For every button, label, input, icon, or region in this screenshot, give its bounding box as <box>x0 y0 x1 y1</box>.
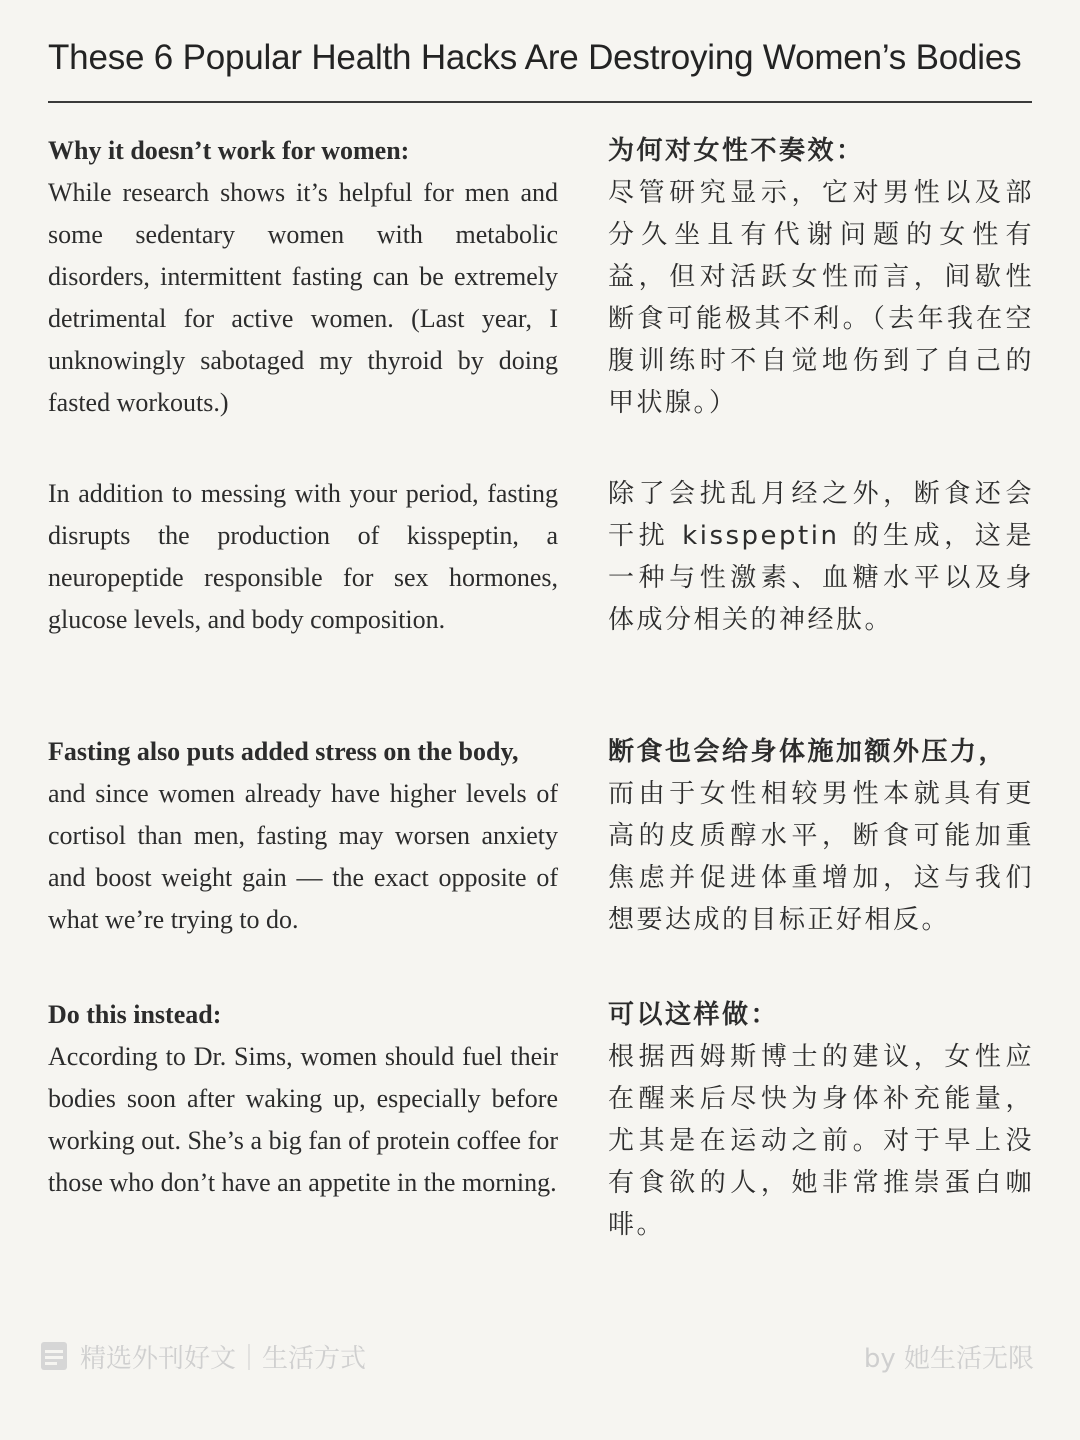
footer-author-label: by 她生活无限 <box>863 1343 1034 1374</box>
section-4-en-heading: Do this instead: <box>48 1000 222 1029</box>
document-icon <box>40 1341 68 1371</box>
section-4-zh-heading: 可以这样做： <box>608 1000 780 1030</box>
footer-category-label: 精选外刊好文｜生活方式 <box>80 1343 367 1374</box>
section-2-zh-body: 除了会扰乱月经之外，断食还会干扰 kisspeptin 的生成，这是一种与性激素、血糖水平以及身体成分相关的神经肽。 <box>608 479 1034 635</box>
page-title: These 6 Popular Health Hacks Are Destroying Women’s Bodies <box>48 38 1022 77</box>
section-1-en-heading: Why it doesn’t work for women: <box>48 136 410 165</box>
section-2-en-body: In addition to messing with your period, fasting disrupts the production of kisspeptin, a neuropeptide responsible for sex hormones, glucose levels, and body composition. <box>48 479 558 634</box>
section-1-english <box>48 130 558 424</box>
section-1-zh-heading: 为何对女性不奏效： <box>608 136 865 166</box>
section-1-zh-body: 尽管研究显示，它对男性以及部分久坐且有代谢问题的女性有益，但对活跃女性而言，间歇性断食可能极其不利。（去年我在空腹训练时不自觉地伤到了自己的甲状腺。） <box>608 178 1034 418</box>
footer-left <box>40 1336 366 1376</box>
section-2-english <box>48 473 558 641</box>
title-divider <box>48 101 1032 103</box>
section-4-english <box>48 994 558 1204</box>
section-4-en-body: According to Dr. Sims, women should fuel their bodies soon after waking up, especially before working out. She’s a big fan of protein coffee for those who don’t have an appetite in the morning. <box>48 1042 558 1197</box>
footer-byline <box>864 1336 1034 1376</box>
section-3-english <box>48 731 558 941</box>
section-1-en-body: While research shows it’s helpful for men and some sedentary women with metabolic disorders, intermittent fasting can be extremely detrimental for active women. (Last year, I unknowingly sabotaged my thyroid by doing fasted workouts.) <box>48 178 558 417</box>
section-4-zh-body: 根据西姆斯博士的建议，女性应在醒来后尽快为身体补充能量，尤其是在运动之前。对于早上没有食欲的人，她非常推崇蛋白咖啡。 <box>608 1042 1034 1240</box>
section-3-zh-body: 而由于女性相较男性本就具有更高的皮质醇水平，断食可能加重焦虑并促进体重增加，这与我们想要达成的目标正好相反。 <box>608 779 1034 935</box>
section-3-en-heading: Fasting also puts added stress on the body, <box>48 737 519 766</box>
section-4-chinese <box>608 994 1034 1246</box>
section-3-zh-heading: 断食也会给身体施加额外压力， <box>608 737 1008 767</box>
section-2-chinese <box>608 473 1034 641</box>
section-3-en-body: and since women already have higher levels of cortisol than men, fasting may worsen anxiety and boost weight gain — the exact opposite of what we’re trying to do. <box>48 779 558 934</box>
section-1-chinese <box>608 130 1034 424</box>
section-3-chinese <box>608 731 1034 941</box>
